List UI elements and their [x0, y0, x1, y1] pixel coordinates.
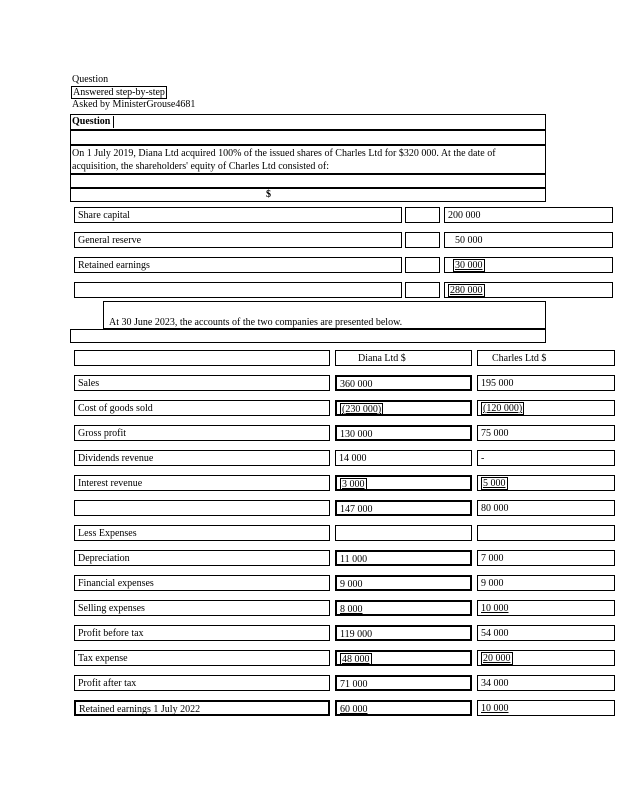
row-diana-value: 14 000	[335, 450, 472, 466]
row-charles-value	[477, 525, 615, 541]
spacer-row	[70, 329, 546, 343]
row-diana-value: 9 000	[335, 575, 472, 591]
row-diana-value	[335, 400, 472, 416]
equity-value-cell	[444, 282, 613, 298]
row-charles-value: 34 000	[477, 675, 615, 691]
row-label: Depreciation	[74, 550, 330, 566]
row-charles-value: 75 000	[477, 425, 615, 441]
question-box-label: Question	[72, 116, 114, 128]
row-charles-value	[477, 650, 615, 666]
intro-text: On 1 July 2019, Diana Ltd acquired 100% of the issued shares of Charles Ltd for $320 000. At the date of acquisition, the shareholders' equity of Charles Ltd consisted of:	[72, 148, 496, 172]
row-diana-value	[335, 700, 472, 716]
row-diana-value: 11 000	[335, 550, 472, 566]
row-label: Profit before tax	[74, 625, 330, 641]
equity-label-cell	[74, 282, 402, 298]
row-label: Interest revenue	[74, 475, 330, 491]
row-diana-value	[335, 600, 472, 616]
row-label: Gross profit	[74, 425, 330, 441]
row-diana-value: 130 000	[335, 425, 472, 441]
row-label	[74, 500, 330, 516]
row-charles-value	[477, 475, 615, 491]
row-label: Financial expenses	[74, 575, 330, 591]
equity-value-cell: 200 000	[444, 207, 613, 223]
equity-label-cell: Share capital	[74, 207, 402, 223]
charles-value: 10 000	[481, 603, 509, 614]
charles-value: 5 000	[483, 478, 506, 489]
row-charles-value	[477, 700, 615, 716]
row-label: Cost of goods sold	[74, 400, 330, 416]
diana-value: 8 000	[340, 604, 363, 615]
question-header-row	[70, 114, 546, 130]
row-label: Tax expense	[74, 650, 330, 666]
row-charles-value: 80 000	[477, 500, 615, 516]
row-charles-value	[477, 600, 615, 616]
diana-value: (230 000)	[342, 404, 382, 415]
row-label: Selling expenses	[74, 600, 330, 616]
equity-empty-cell	[405, 207, 440, 223]
spacer-row	[70, 174, 546, 188]
row-label: Dividends revenue	[74, 450, 330, 466]
equity-label-cell: General reserve	[74, 232, 402, 248]
row-charles-value: 195 000	[477, 375, 615, 391]
row-diana-value	[335, 475, 472, 491]
row-label: Sales	[74, 375, 330, 391]
header-charles: Charles Ltd $	[477, 350, 615, 366]
row-diana-value	[335, 525, 472, 541]
equity-value: 30 000	[455, 260, 483, 271]
diana-value: 60 000	[340, 704, 368, 715]
row-charles-value: 54 000	[477, 625, 615, 641]
row-label: Less Expenses	[74, 525, 330, 541]
answered-badge: Answered step-by-step	[73, 87, 165, 98]
accounts-header-empty	[74, 350, 330, 366]
row-label: Profit after tax	[74, 675, 330, 691]
equity-empty-cell	[405, 232, 440, 248]
diana-value: 48 000	[342, 654, 370, 665]
charles-value: 20 000	[483, 653, 511, 664]
header-diana: Diana Ltd $	[335, 350, 472, 366]
row-charles-value: -	[477, 450, 615, 466]
currency-header: $	[266, 189, 271, 200]
charles-value: 10 000	[481, 703, 509, 714]
row-charles-value: 9 000	[477, 575, 615, 591]
charles-value: (120 000)	[483, 403, 523, 414]
equity-value-cell: 50 000	[444, 232, 613, 248]
equity-empty-cell	[405, 257, 440, 273]
equity-empty-cell	[405, 282, 440, 298]
equity-value: 280 000	[450, 285, 483, 296]
equity-value-cell	[444, 257, 613, 273]
row-diana-value: 71 000	[335, 675, 472, 691]
diana-value: 3 000	[342, 479, 365, 490]
row-diana-value: 360 000	[335, 375, 472, 391]
equity-label-cell: Retained earnings	[74, 257, 402, 273]
row-label: Retained earnings 1 July 2022	[74, 700, 330, 716]
row-diana-value: 147 000	[335, 500, 472, 516]
question-heading: Question	[72, 74, 109, 85]
row-diana-value: 119 000	[335, 625, 472, 641]
asked-by: Asked by MinisterGrouse4681	[72, 99, 196, 110]
spacer-row	[70, 130, 546, 145]
currency-row	[70, 188, 546, 202]
row-charles-value	[477, 400, 615, 416]
row-diana-value	[335, 650, 472, 666]
accounts-note: At 30 June 2023, the accounts of the two companies are presented below.	[109, 317, 403, 328]
row-charles-value: 7 000	[477, 550, 615, 566]
